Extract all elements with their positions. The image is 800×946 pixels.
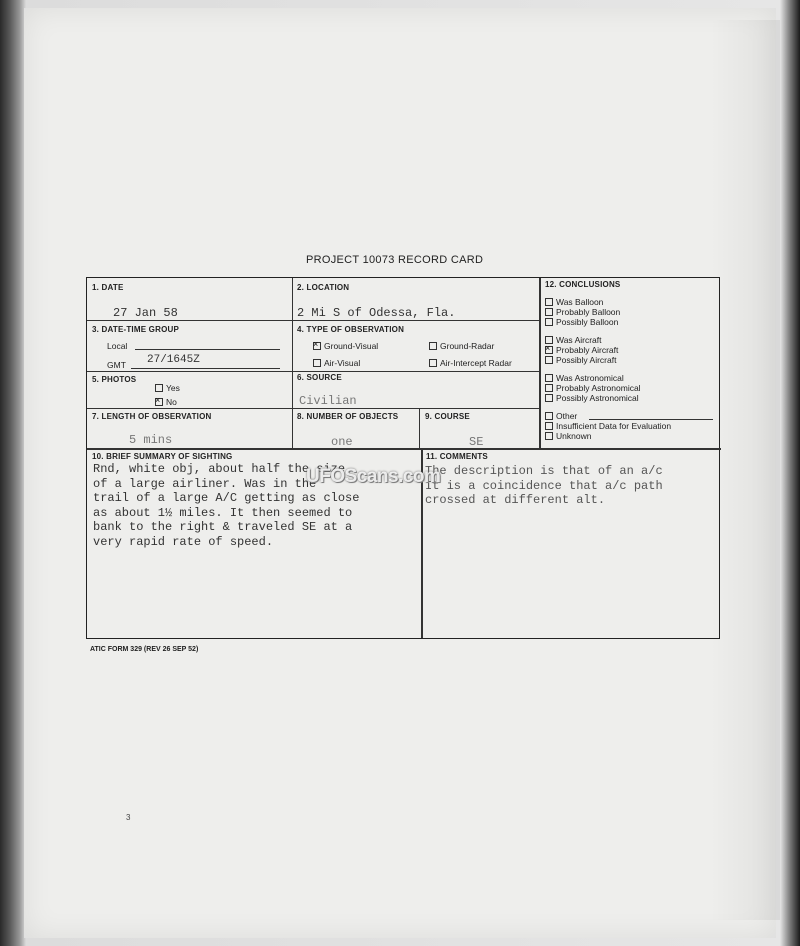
conclusion-unknown: Unknown [545, 431, 591, 441]
comments-line: The description is that of an a/c [425, 464, 663, 478]
checkbox-icon [545, 422, 553, 430]
checkbox-icon [545, 384, 553, 392]
date-label: 1. DATE [92, 283, 124, 292]
dtg-gmt-value: 27/1645Z [147, 354, 200, 366]
dtg-local-label: Local [107, 341, 128, 351]
checkbox-icon [545, 308, 553, 316]
conclusion-probably-balloon: Probably Balloon [545, 307, 620, 317]
comments-text [425, 464, 663, 508]
length-label: 7. LENGTH OF OBSERVATION [92, 412, 212, 421]
checkbox-checked-icon [155, 398, 163, 406]
option-air-intercept-radar: Air-Intercept Radar [429, 358, 512, 368]
location-value: 2 Mi S of Odessa, Fla. [297, 306, 456, 320]
conclusion-was-astronomical: Was Astronomical [545, 373, 624, 383]
course-value: SE [469, 435, 484, 449]
conclusion-was-aircraft: Was Aircraft [545, 335, 602, 345]
objects-label: 8. NUMBER OF OBJECTS [297, 412, 399, 421]
form-id: ATIC FORM 329 (REV 26 SEP 52) [90, 646, 199, 653]
conclusion-insufficient-data: Insufficient Data for Evaluation [545, 421, 671, 431]
checkbox-icon [155, 384, 163, 392]
comments-line: crossed at different alt. [425, 493, 606, 507]
option-ground-radar: Ground-Radar [429, 341, 494, 351]
photos-yes: Yes [155, 383, 180, 393]
summary-line: as about 1½ miles. It then seemed to [93, 505, 353, 520]
summary-line: bank to the right & traveled SE at a [93, 520, 353, 534]
summary-line: of a large airliner. Was in the [93, 476, 317, 491]
checkbox-icon [545, 432, 553, 440]
source-value: Civilian [299, 394, 357, 408]
comments-label: 11. COMMENTS [426, 452, 488, 461]
course-label: 9. COURSE [425, 412, 470, 421]
summary-line: very rapid rate of speed. [93, 534, 274, 549]
checkbox-icon [545, 318, 553, 326]
checkbox-icon [545, 394, 553, 402]
conclusion-probably-aircraft: ×Probably Aircraft [545, 345, 618, 355]
location-label: 2. LOCATION [297, 283, 350, 292]
conclusion-probably-astronomical: Probably Astronomical [545, 383, 641, 393]
photos-no: ×No [155, 397, 177, 407]
checkbox-icon [545, 298, 553, 306]
checkbox-checked-icon [545, 346, 553, 354]
summary-line: Rnd, white obj, about half the size [93, 462, 346, 476]
dtg-label: 3. DATE-TIME GROUP [92, 325, 180, 334]
summary-line: trail of a large A/C getting as close [93, 491, 360, 505]
summary-label: 10. BRIEF SUMMARY OF SIGHTING [92, 452, 233, 461]
watermark-logo: UFOScans.com [306, 466, 441, 487]
source-label: 6. SOURCE [297, 373, 342, 382]
card-title: PROJECT 10073 RECORD CARD [306, 254, 484, 266]
dtg-gmt-label: GMT [107, 360, 126, 370]
conclusion-possibly-aircraft: Possibly Aircraft [545, 355, 616, 365]
option-ground-visual: ×Ground-Visual [313, 341, 378, 351]
objects-value: one [331, 435, 353, 449]
conclusions-label: 12. CONCLUSIONS [545, 280, 621, 289]
option-air-visual: Air-Visual [313, 358, 360, 368]
comments-line: It is a coincidence that a/c path [425, 478, 663, 493]
checkbox-icon [545, 374, 553, 382]
page-number: 3 [126, 813, 131, 822]
conclusion-other: Other [545, 411, 577, 421]
checkbox-icon [429, 359, 437, 367]
conclusion-possibly-astronomical: Possibly Astronomical [545, 393, 639, 403]
date-value: 27 Jan 58 [113, 306, 178, 320]
conclusion-was-balloon: Was Balloon [545, 297, 603, 307]
conclusion-possibly-balloon: Possibly Balloon [545, 317, 618, 327]
record-card [86, 277, 720, 639]
checkbox-icon [545, 356, 553, 364]
checkbox-icon [313, 359, 321, 367]
observation-type-label: 4. TYPE OF OBSERVATION [297, 325, 405, 334]
checkbox-icon [429, 342, 437, 350]
checkbox-icon [545, 412, 553, 420]
length-value: 5 mins [129, 433, 173, 447]
photos-label: 5. PHOTOS [92, 375, 137, 384]
checkbox-checked-icon [313, 342, 321, 350]
